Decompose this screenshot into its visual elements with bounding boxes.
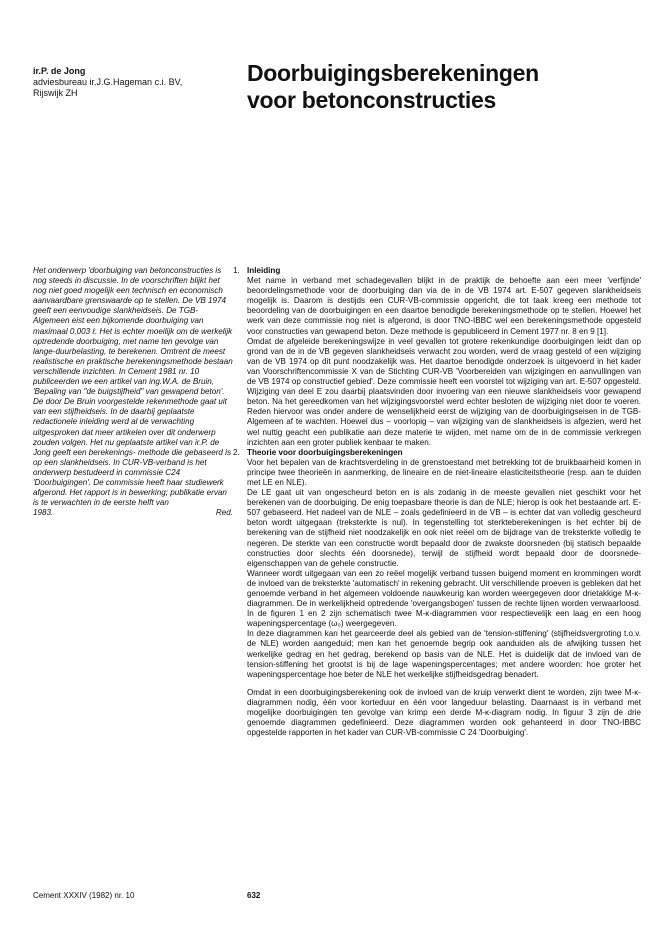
paragraph: Omdat de afgeleide berekeningswijze in veel gevallen tot grotere rekenkundige doorbuigingen leidt dan op grond van de in de VB gegeven slankheidseis verwacht zou worden, werd de vraag gesteld of een wijziging van de VB 1974 op dit punt noodzakelijk was. Het daartoe benodigde onderzoek is uitgevoerd in het kader van Voorschriftencommissie X van de Stichting CUR-VB 'Voorbereiden van wijzigingen en aanvullingen van de VB 1974 op constructief gebied'. Deze commissie heeft een voorstel tot wijziging van art. E-507 opgesteld. Wijziging van deel E zou daarbij plaatsvinden door invoering van een nieuwe slankheidseis voor gewapend beton. Na het gereedkomen van het wijzigingsvoorstel werd echter besloten de wijziging niet door te voeren. Reden hiervoor was onder andere de wenselijkheid eerst de wijziging van de doorbuigingseisen in de TGB-Algemeen af te wachten. Hoewel dus – voorlopig – van wijziging van de slankheidseis is afgezien, werd het wel nuttig geacht een publikatie aan deze materie te wijden, met name om de in de commissie verkregen inzichten aan een groter publiek kenbaar te maken. (247, 336, 641, 447)
editorial-signature-line (33, 508, 233, 518)
section-number: 1. (233, 266, 240, 275)
title-line-2: voor betonconstructies (247, 87, 496, 113)
article-body (233, 266, 641, 738)
section-title: Inleiding (247, 266, 281, 275)
paragraph: Met name in verband met schadegevallen blijkt in de praktijk de behoefte aan een meer 'verfijnde' beoordelingsmethode voor de doorbuiging dan via de in de VB 1974 art. E-507 gegeven slankheidseis mogelijk is. Daarom is destijds een CUR-VB-commissie opgericht, die tot taak kreeg een methode tot beoordeling van de doorbuigingen en een daartoe benodigde berekeningsmethode op te stellen. Hoewel het werk van deze commissie nog niet is afgerond, is door TNO-IBBC wel een berekeningsmethode opgesteld voor constructies van gewapend beton. Deze methode is gepubliceerd in Cement 1977 nr. 8 en 9 [1]. (247, 276, 641, 336)
journal-footer: Cement XXXIV (1982) nr. 10 (33, 891, 135, 900)
author-name: ir.P. de Jong (33, 66, 86, 76)
section-title: Theorie voor doorbuigingsberekeningen (247, 447, 403, 457)
author-block (33, 66, 233, 99)
title-line-1: Doorbuigingsberekeningen (247, 60, 539, 86)
paragraph: De LE gaat uit van ongescheurd beton en is als zodanig in de meeste gevallen niet geschikt voor het berekenen van de doorbuiging. De enig toepasbare theorie is dan de NLE; hierop is ook het bestaande art. E-507 gebaseerd. Het nadeel van de NLE – zoals gedefinieerd in de VB – is echter dat van volledig gescheurd beton wordt uitgegaan (treksterkte is nul). In tegenstelling tot sterkteberekeningen is het echter bij de berekening van de stijfheid niet noodzakelijk en ook niet reëel om de bijdrage van de treksterkte volledig te negeren. De sterkte van een constructie wordt bepaald door de zwakste doorsneden (bij statisch bepaalde constructies door slechts één doorsnede), terwijl de stijfheid wordt bepaald door de doorsnede-eigenschappen van de gehele constructie. (247, 488, 641, 568)
editorial-text: Het onderwerp 'doorbuiging van betonconstructies is nog steeds in discussie. In de voorschriften blijkt het nog niet goed mogelijk een technisch en economisch aanvaardbare grenswaarde op te stellen. De VB 1974 geeft een eenvoudige slankheidseis. De TGB-Algemeen eist een bijkomende doorbuiging van maximaal 0,003 ℓ. Het is echter moeilijk om de werkelijk optredende doorbuiging, met name ten gevolge van lange-duurbelasting, te berekenen. Omtrent de meest realistische en praktische berekeningsmethode bestaan verschillende inzichten. In Cement 1981 nr. 10 publiceerden we een artikel van ing.W.A. de Bruin, 'Bepaling van "de buigstijfheid" van gewapend beton'. De door De Bruin voorgestelde rekenmethode gaat uit van een stijfheidseis. In de daarbij geplaatste redactionele inleiding werd al de verwachting uitgesproken dat meer artikelen over dit onderwerp zouden volgen. Het nu geplaatste artikel van ir.P. de Jong geeft een berekenings- methode die gebaseerd is op een slankheidseis. In CUR-VB-verband is het onderwerp bestudeerd in commissie C24 'Doorbuigingen'. De commissie heeft haar studiewerk afgerond. Het rapport is in bewerking; publikatie ervan is te verwachten in de eerste helft van (33, 266, 233, 508)
paragraph: Wanneer wordt uitgegaan van een zo reëel mogelijk verband tussen buigend moment en krommingen wordt de invloed van de treksterkte 'automatisch' in rekening gebracht. Uit verschillende proeven is gebleken dat het genoemde verband in het algemeen voldoende nauwkeurig kan worden weergegeven door drietakkige M-κ-diagrammen. De in werkelijkheid optredende 'overgangsbogen' tussen de rechte lijnen worden verwaarloosd. In de figuren 1 en 2 zijn schematisch twee M-κ-diagrammen voor respectievelijk een laag en een hoog wapeningspercentage (ω₀) weergegeven. (247, 568, 641, 629)
section-number: 2. (233, 447, 240, 457)
paragraph: In deze diagrammen kan het gearceerde deel als gebied van de 'tension-stiffening' (stijfheidsvergroting t.o.v. de NLE) worden aangeduid; men kan het genoemde begrip ook aanduiden als de afwijking tussen het werkelijke gedrag en het gedrag, berekend op basis van de NLE. Het is duidelijk dat de invloed van de tension-stiffening het grootst is bij de lage wapeningspercentages; met andere woorden: hoe groter het wapeningspercentage hoe beter de NLE het werkelijke stijfheidsgedrag benadert. (247, 629, 641, 679)
editorial-intro (33, 266, 233, 518)
section-inleiding (233, 266, 641, 448)
paragraph: Voor het bepalen van de krachtsverdeling in de grenstoestand met betrekking tot de bruikbaarheid komen in principe twee theorieën in aanmerking, de lineaire en de niet-lineaire elasticiteitstheorie (resp. aan te duiden met LE en NLE). (247, 457, 641, 487)
paragraph: Omdat in een doorbuigingsberekening ook de invloed van de kruip verwerkt dient te worden, zijn twee M-κ-diagrammen nodig, één voor korteduur en één voor langeduur belasting. Daarnaast is in verband met mogelijke doorbuigingen ten gevolge van krimp een derde M-κ-diagram nodig. In figuur 3 zijn de drie genoemde diagrammen gedefinieerd. Deze diagrammen worden ook gehanteerd in door TNO-IBBC opgestelde rapporten in het kader van CUR-VB-commissie C 24 'Doorbuiging'. (247, 687, 641, 738)
article-title (247, 60, 647, 114)
author-affiliation: adviesbureau ir.J.G.Hageman c.i. BV, (33, 77, 183, 87)
paragraph-gap (233, 680, 641, 688)
section-heading (233, 266, 641, 276)
author-location: Rijswijk ZH (33, 88, 78, 98)
section-theorie (233, 448, 641, 739)
section-heading (233, 448, 641, 458)
editorial-year: 1983. (33, 508, 54, 518)
editorial-signature: Red. (215, 508, 233, 518)
page-number: 632 (247, 891, 261, 900)
